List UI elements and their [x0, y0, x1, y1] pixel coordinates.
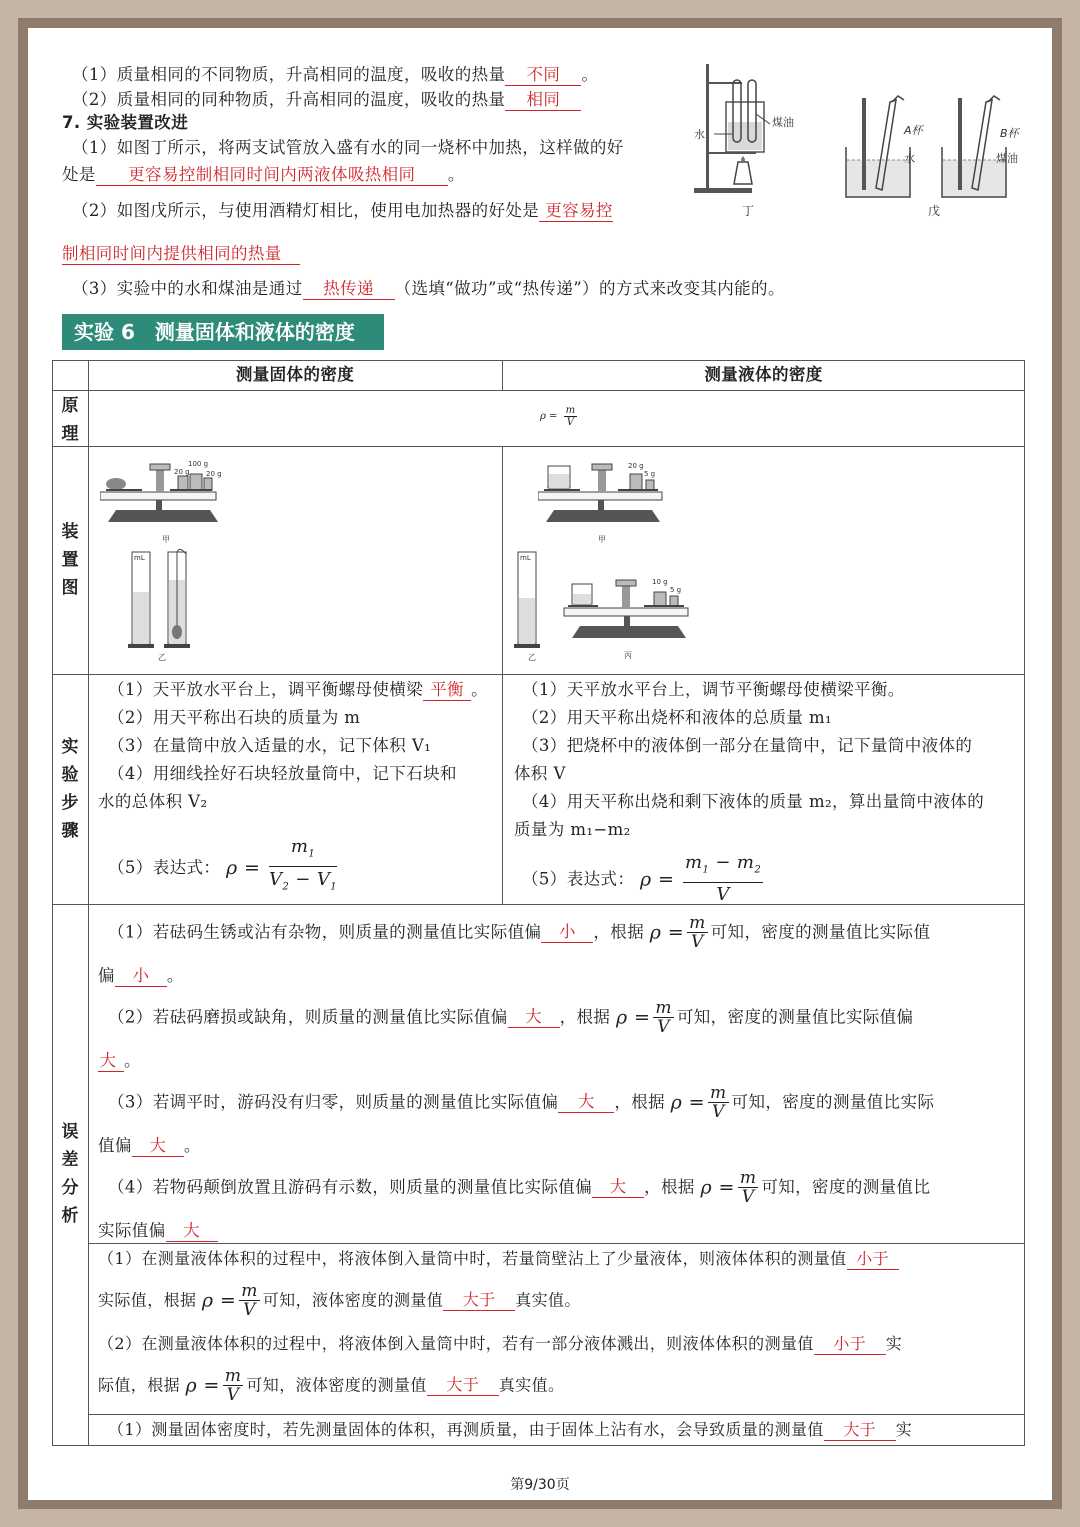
balance-solid-jia [100, 456, 230, 546]
section-banner: 实验 6 测量固体和液体的密度 [62, 314, 384, 350]
item-7-2-answer: 制相同时间内提供相同的热量 [62, 243, 300, 265]
header-solid: 测量固体的密度 [235, 365, 355, 384]
item-1: （1）质量相同的不同物质，升高相同的温度，吸收的热量 不同 。 [72, 65, 599, 84]
svg-text:5 g: 5 g [644, 470, 656, 478]
balance-liquid-jia [538, 456, 668, 546]
figure-ding [690, 62, 810, 222]
solid-step-4: （4）用细线拴好石块轻放量筒中，记下石块和 [108, 764, 457, 783]
svg-text:mL: mL [134, 554, 145, 562]
divider [52, 674, 1025, 675]
liquid-error-1: （1）在测量液体体积的过程中，将液体倒入量筒中时，若量筒壁沾上了少量液体，则液体体积的测量值 小于 [98, 1248, 899, 1270]
section-7-title: 7. 实验装置改进 [62, 113, 189, 132]
divider [52, 390, 1025, 391]
solid-step-1: （1）天平放水平台上，调平衡螺母使横梁 平衡 。 [108, 680, 489, 699]
svg-text:20 g: 20 g [206, 470, 222, 478]
rho-symbol: ρ = [540, 411, 558, 422]
row-label-steps: 实 验 步 骤 [61, 737, 79, 841]
answer-blank: 不同 [505, 65, 581, 86]
solid-step-4b: 水的总体积 V₂ [98, 792, 208, 811]
liquid-step-3b: 体积 V [514, 764, 566, 783]
answer-blank: 相同 [505, 90, 581, 111]
svg-text:煤油: 煤油 [772, 116, 794, 129]
svg-text:乙: 乙 [528, 653, 536, 662]
solid-step-5: （5）表达式： ρ = $\frac{m_1}{V_2 - V_1}$ [108, 836, 338, 893]
liquid-step-4b: 质量为 m₁−m₂ [514, 820, 631, 839]
svg-text:5 g: 5 g [670, 586, 682, 594]
principle-formula: ρ = $\frac{m}{V}$ [540, 405, 576, 428]
error-1b: 偏 小 。 [98, 966, 184, 985]
divider [502, 446, 503, 904]
divider [88, 360, 89, 1446]
liquid-error-2b: 际值，根据 ρ = $\frac{m}{V}$ 可知，液体密度的测量值 大于 真实值。 [98, 1366, 565, 1405]
error-3b: 值偏 大 。 [98, 1136, 201, 1155]
liquid-step-5: （5）表达式： ρ = $\frac{m_1 - m_2}{V}$ [522, 852, 762, 905]
item-7-2: （2）如图戊所示，与使用酒精灯相比，使用电加热器的好处是 更容易控 [72, 201, 613, 220]
svg-text:甲: 甲 [162, 535, 170, 544]
row-label-apparatus: 装 置 图 [61, 522, 79, 598]
svg-text:A杯: A杯 [904, 124, 923, 137]
svg-text:乙: 乙 [158, 653, 166, 662]
item-7-1-answer: 处是 更容易控制相同时间内两液体吸热相同 。 [62, 165, 465, 184]
liquid-error-2: （2）在测量液体体积的过程中，将液体倒入量筒中时，若有一部分液体溅出，则液体体积的测量值 小于 实 [98, 1334, 903, 1353]
svg-text:丁: 丁 [742, 204, 755, 218]
svg-text:B杯: B杯 [1000, 127, 1019, 140]
header-liquid: 测量液体的密度 [704, 365, 823, 384]
svg-text:煤油: 煤油 [996, 152, 1018, 165]
svg-text:20 g: 20 g [174, 468, 190, 476]
svg-text:100 g: 100 g [188, 460, 209, 468]
divider [88, 1243, 1025, 1244]
error-4: （4）若物码颠倒放置且游码有示数，则质量的测量值比实际值偏 大 ，根据 ρ = $\frac{m}{V}$ 可知，密度的测量值比 [108, 1168, 931, 1207]
svg-text:10 g: 10 g [652, 578, 668, 586]
liquid-error-1b: 实际值，根据 ρ = $\frac{m}{V}$ 可知，液体密度的测量值 大于 真实值。 [98, 1281, 581, 1320]
item-7-3: （3）实验中的水和煤油是通过 热传递 （选填“做功”或“热传递”）的方式来改变其内能的。 [72, 279, 785, 298]
solid-step-3: （3）在量筒中放入适量的水，记下体积 V₁ [108, 736, 432, 755]
liquid-cylinder-and-balance [514, 548, 704, 664]
figure-wu [838, 92, 1038, 222]
error-2: （2）若砝码磨损或缺角，则质量的测量值比实际值偏 大 ，根据 ρ = $\frac{m}{V}$ 可知，密度的测量值比实际值偏 [108, 998, 914, 1037]
liquid-step-2: （2）用天平称出烧杯和液体的总质量 m₁ [522, 708, 833, 727]
liquid-step-1: （1）天平放水平台上，调节平衡螺母使横梁平衡。 [522, 680, 905, 699]
svg-text:20 g: 20 g [628, 462, 644, 470]
svg-text:mL: mL [520, 554, 531, 562]
error-3: （3）若调平时，游码没有归零，则质量的测量值比实际值偏 大 ，根据 ρ = $\frac{m}{V}$ 可知，密度的测量值比实际 [108, 1083, 935, 1122]
page-number: 第9/30页 [510, 1477, 570, 1493]
cylinders-solid-yi [128, 548, 208, 664]
item-2: （2）质量相同的同种物质，升高相同的温度，吸收的热量 相同 [72, 89, 581, 111]
svg-text:水: 水 [904, 152, 915, 165]
svg-text:甲: 甲 [598, 535, 606, 544]
svg-text:水: 水 [694, 128, 705, 141]
liquid-step-3: （3）把烧杯中的液体倒一部分在量筒中，记下量筒中液体的 [522, 736, 973, 755]
svg-text:丙: 丙 [624, 651, 632, 660]
row-label-error: 误 差 分 析 [61, 1122, 79, 1226]
svg-text:戊: 戊 [928, 204, 941, 218]
solid-order-error: （1）测量固体密度时，若先测量固体的体积，再测质量，由于固体上沾有水，会导致质量的测量值 大于 实 [108, 1420, 913, 1439]
item-7-1: （1）如图丁所示，将两支试管放入盛有水的同一烧杯中加热，这样做的好 [72, 138, 624, 157]
solid-step-2: （2）用天平称出石块的质量为 m [108, 708, 361, 727]
error-4b: 实际值偏 大 [98, 1220, 218, 1242]
error-1: （1）若砝码生锈或沾有杂物，则质量的测量值比实际值偏 小 ，根据 ρ = $\frac{m}{V}$ 可知，密度的测量值比实际值 [108, 913, 931, 952]
divider [52, 446, 1025, 447]
divider [88, 1414, 1025, 1415]
error-2b: 大 。 [99, 1051, 141, 1070]
row-label-principle: 原 理 [61, 396, 79, 444]
liquid-step-4: （4）用天平称出烧和剩下液体的质量 m₂，算出量筒中液体的 [522, 792, 985, 811]
